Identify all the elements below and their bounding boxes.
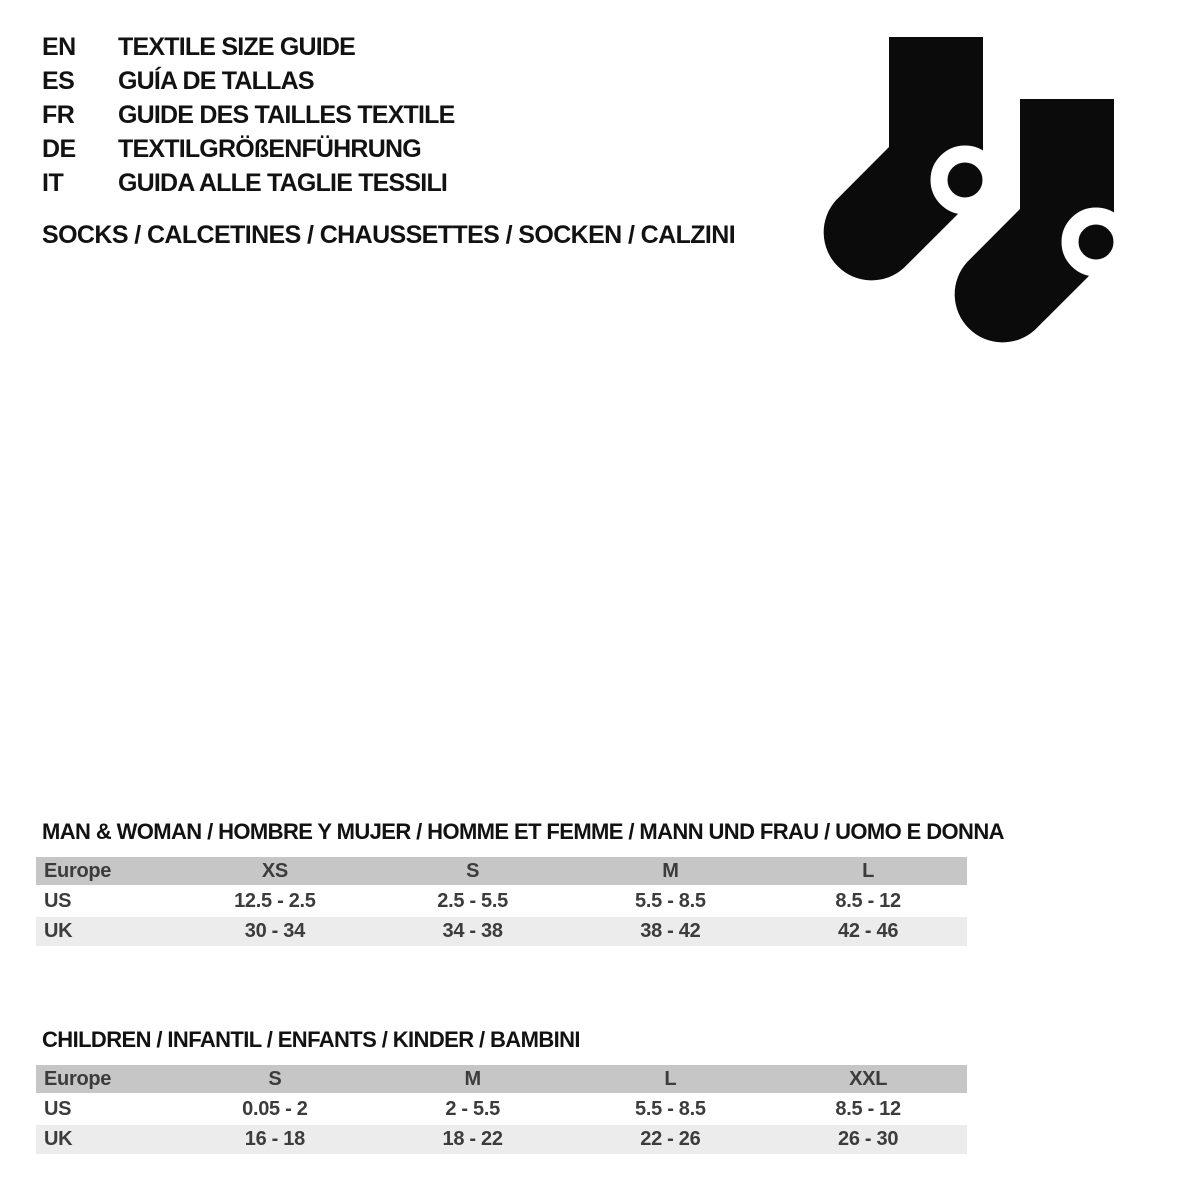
column-header-size: S — [268, 1067, 282, 1090]
column-header-size: XXL — [849, 1067, 888, 1090]
table-row-uk — [36, 916, 967, 946]
children-table-title: CHILDREN / INFANTIL / ENFANTS / KINDER / BAMBINI — [42, 1027, 580, 1052]
size-cell: 8.5 - 12 — [835, 889, 901, 912]
size-cell: 22 - 26 — [640, 1128, 701, 1150]
column-header-size: L — [664, 1067, 677, 1090]
table-row-uk — [36, 1124, 967, 1154]
language-code: IT — [42, 168, 64, 197]
size-cell: 2.5 - 5.5 — [437, 889, 508, 912]
language-title: TEXTILGRÖßENFÜHRUNG — [118, 134, 421, 163]
column-header-size: M — [662, 859, 679, 882]
table-row-us — [36, 886, 967, 916]
language-code: EN — [42, 32, 76, 61]
size-cell: 18 - 22 — [442, 1128, 503, 1150]
language-row-en — [42, 30, 455, 64]
row-label: US — [44, 889, 72, 912]
row-label: US — [44, 1097, 72, 1120]
size-cell: 42 - 46 — [838, 920, 899, 942]
size-cell: 5.5 - 8.5 — [635, 1097, 706, 1120]
column-header-region: Europe — [44, 859, 112, 882]
language-title-list — [42, 30, 455, 200]
size-cell: 5.5 - 8.5 — [635, 889, 706, 912]
column-header-size: L — [862, 859, 875, 882]
adult-size-table — [36, 857, 967, 946]
language-row-it — [42, 166, 455, 200]
language-code: ES — [42, 66, 75, 95]
language-code: FR — [42, 100, 75, 129]
size-cell: 16 - 18 — [244, 1128, 305, 1150]
language-row-es — [42, 64, 455, 98]
column-header-size: XS — [261, 859, 288, 882]
children-size-table — [36, 1065, 967, 1154]
table-header-row — [36, 1065, 967, 1094]
column-header-size: M — [464, 1067, 481, 1090]
language-title: TEXTILE SIZE GUIDE — [118, 32, 356, 61]
language-title: GUIDE DES TAILLES TEXTILE — [118, 100, 455, 129]
row-label: UK — [44, 920, 73, 942]
size-cell: 8.5 - 12 — [835, 1097, 901, 1120]
adult-table-title: MAN & WOMAN / HOMBRE Y MUJER / HOMME ET FEMME / MANN UND FRAU / UOMO E DONNA — [42, 819, 1004, 844]
size-cell: 0.05 - 2 — [242, 1097, 308, 1120]
language-title: GUIDA ALLE TAGLIE TESSILI — [118, 168, 448, 197]
size-cell: 26 - 30 — [838, 1128, 899, 1150]
row-label: UK — [44, 1128, 73, 1150]
language-title: GUÍA DE TALLAS — [118, 66, 314, 95]
category-title: SOCKS / CALCETINES / CHAUSSETTES / SOCKEN / CALZINI — [42, 221, 736, 249]
socks-icon — [822, 37, 1118, 347]
table-row-us — [36, 1094, 967, 1124]
column-header-size: S — [466, 859, 480, 882]
size-cell: 30 - 34 — [244, 920, 305, 942]
language-code: DE — [42, 134, 76, 163]
language-row-de — [42, 132, 455, 166]
size-cell: 2 - 5.5 — [445, 1097, 500, 1120]
table-header-row — [36, 857, 967, 886]
size-cell: 12.5 - 2.5 — [234, 889, 316, 912]
size-cell: 34 - 38 — [442, 920, 503, 942]
size-cell: 38 - 42 — [640, 920, 701, 942]
column-header-region: Europe — [44, 1067, 112, 1090]
language-row-fr — [42, 98, 455, 132]
